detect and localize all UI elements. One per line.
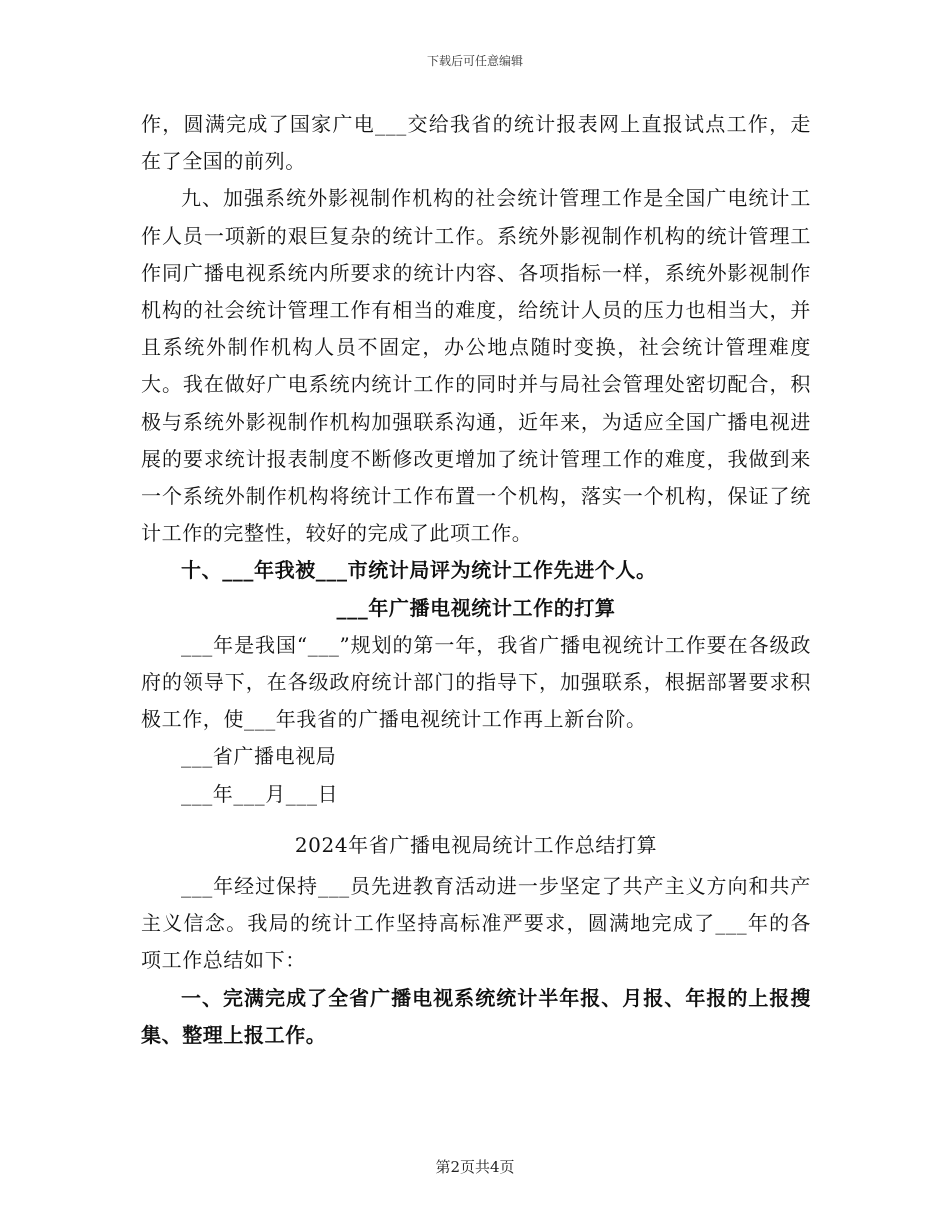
signature-date: ___年___月___日 [181, 781, 339, 806]
document-body [141, 106, 811, 1054]
page-header: 下载后可任意编辑 [426, 54, 523, 68]
section-heading-plan: ___年广播电视统计工作的打算 [336, 595, 616, 620]
page-footer: 第2页共4页 [435, 1158, 515, 1176]
paragraph-item-ten: 十、___年我被___市统计局评为统计工作先进个人。 [181, 558, 657, 583]
paragraph-intro: ___年经过保持___员先进教育活动进一步坚定了共产主义方向和共产主义信念。我局的统计工作坚持高标准严要求，圆满地完成了___年的各项工作总结如下： [141, 874, 811, 973]
paragraph-item-nine: 九、加强系统外影视制作机构的社会统计管理工作是全国广电统计工作人员一项新的艰巨复杂的统计工作。系统外影视制作机构的统计管理工作同广播电视系统内所要求的统计内容、各项指标一样，系统外影视制作机构的社会统计管理工作有相当的难度，给统计人员的压力也相当大，并且系统外制作机构人员不固定，办公地点随时变换，社会统计管理难度大。我在做好广电系统内统计工作的同时并与局社会管理处密切配合，积极与系统外影视制作机构加强联系沟通，近年来，为适应全国广播电视进展的要求统计报表制度不断修改更增加了统计管理工作的难度，我做到来一个系统外制作机构将统计工作布置一个机构，落实一个机构，保证了统计工作的完整性，较好的完成了此项工作。 [141, 186, 811, 546]
document-title: 2024年省广播电视局统计工作总结打算 [294, 832, 658, 857]
paragraph-continuation: 作，圆满完成了国家广电___交给我省的统计报表网上直报试点工作，走在了全国的前列。 [141, 112, 811, 174]
paragraph-item-one: 一、完满完成了全省广播电视系统统计半年报、月报、年报的上报搜集、整理上报工作。 [141, 985, 811, 1047]
signature-organization: ___省广播电视局 [181, 744, 337, 769]
paragraph-plan: ___年是我国“___”规划的第一年，我省广播电视统计工作要在各级政府的领导下，在各级政府统计部门的指导下，加强联系，根据部署要求积极工作，使___年我省的广播电视统计工作再上新台阶。 [141, 632, 811, 732]
